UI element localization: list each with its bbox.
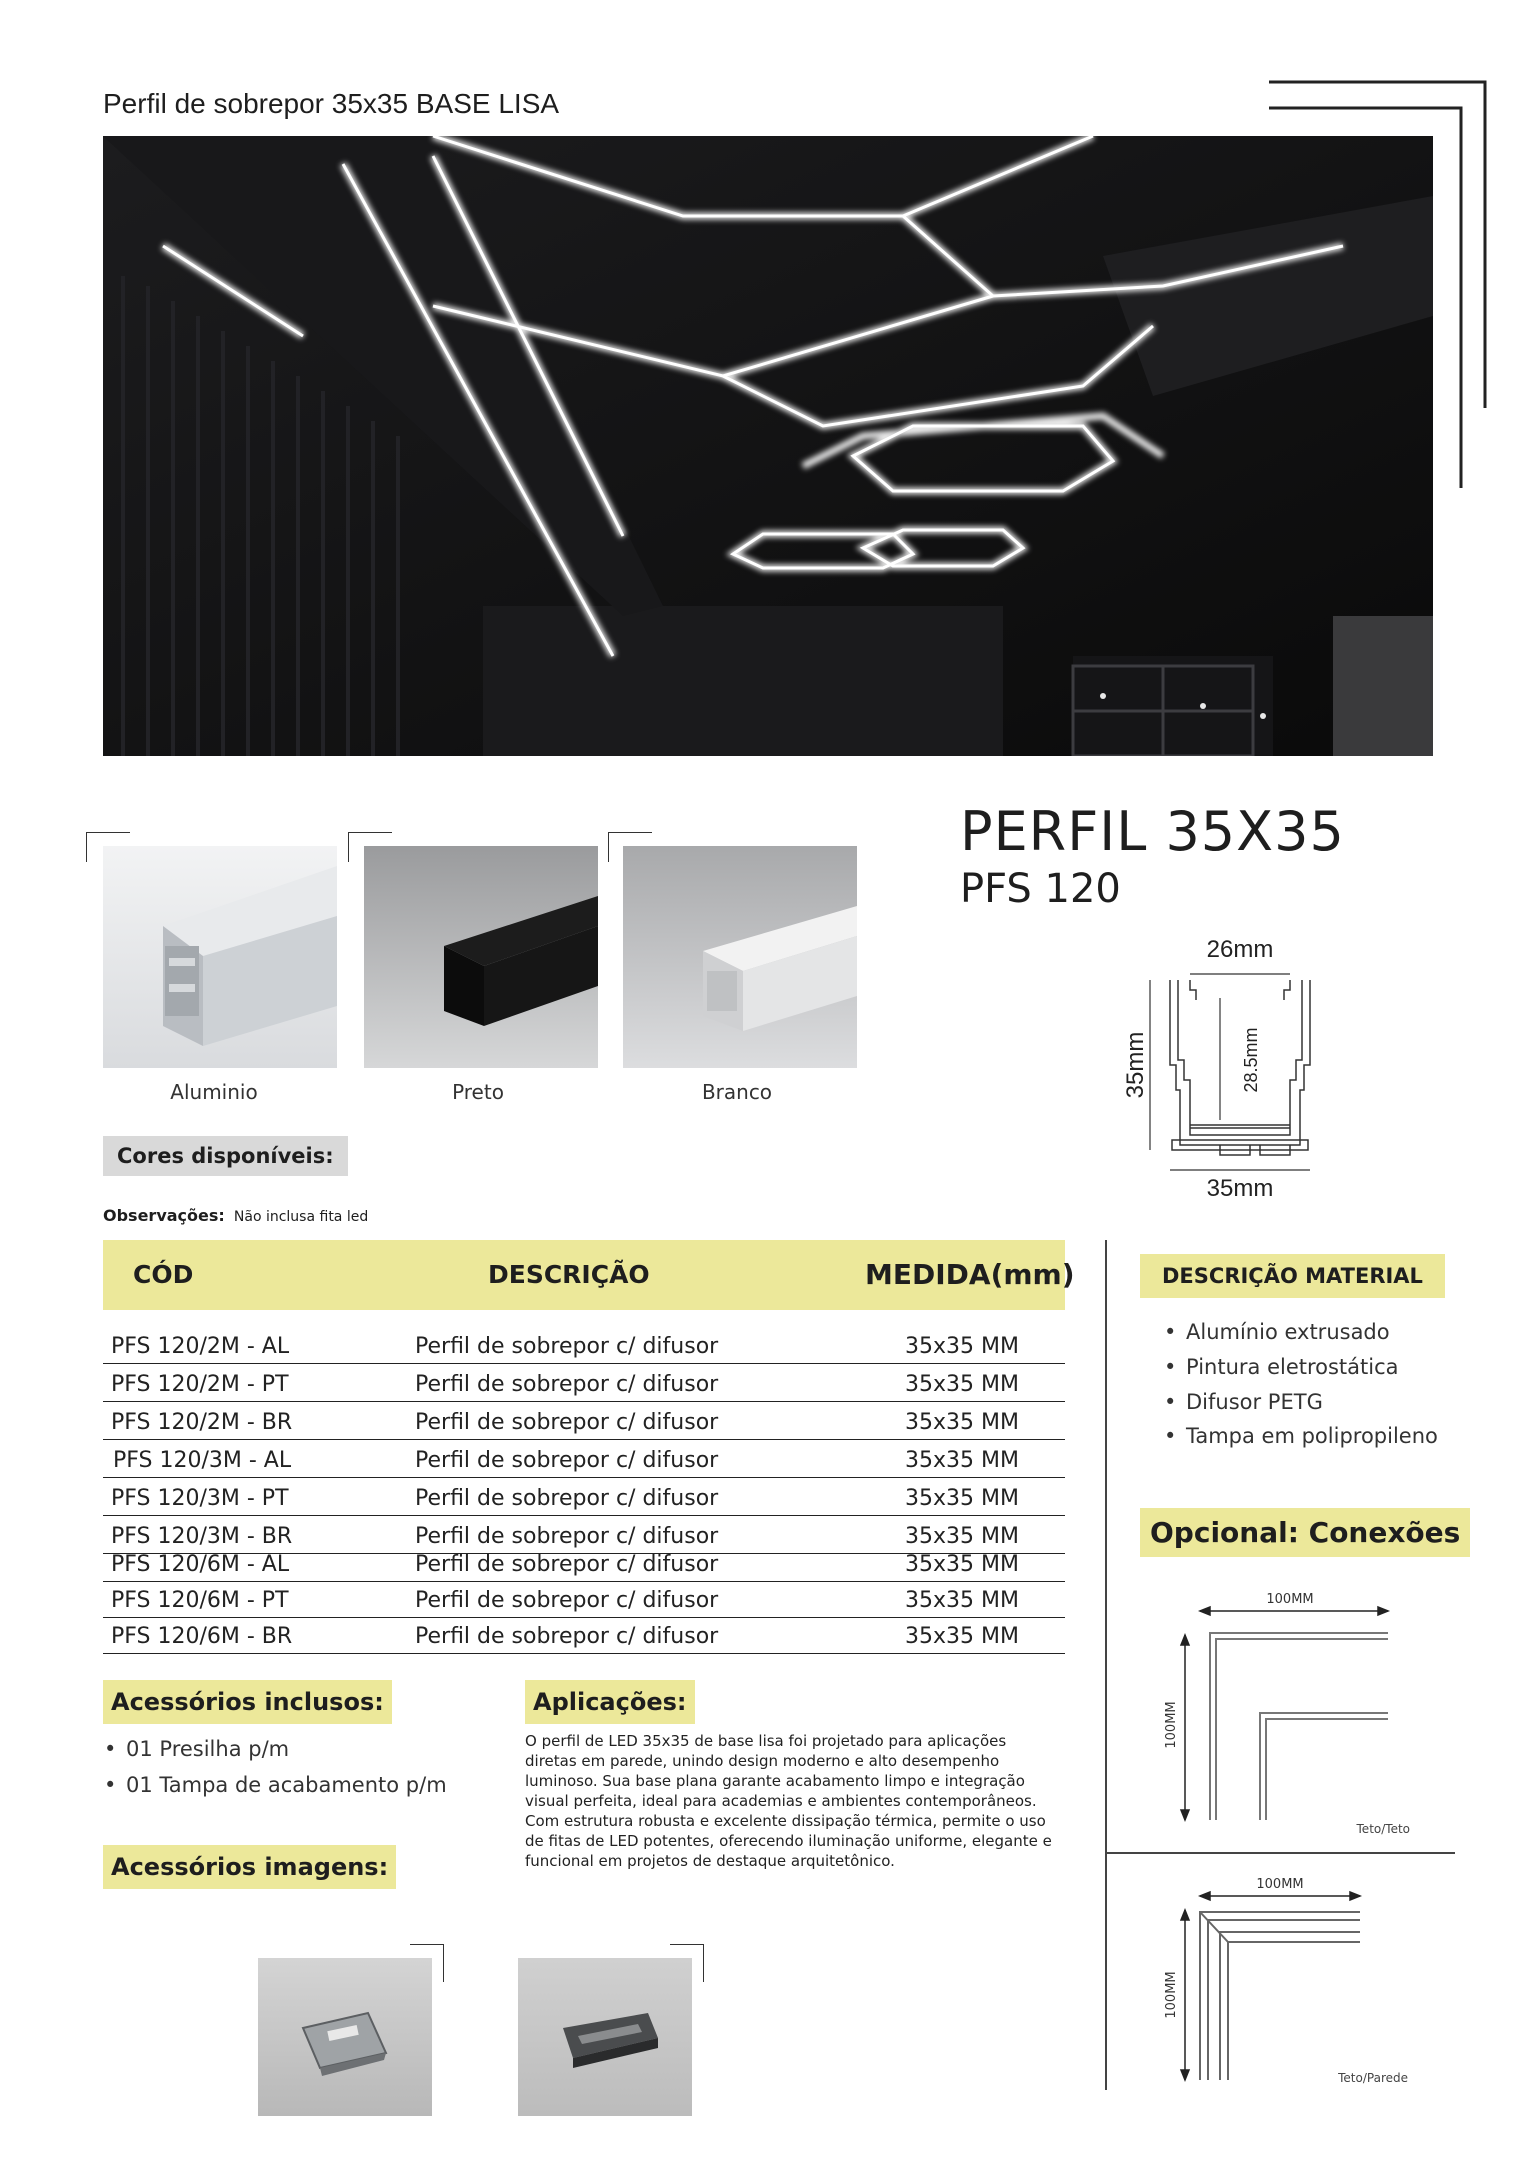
material-item: • Tampa em polipropileno [1186, 1424, 1438, 1448]
row-desc: Perfil de sobrepor c/ difusor [415, 1372, 719, 1397]
applications-line: Com estrutura robusta e excelente dissipação térmica, permite o uso [525, 1812, 1046, 1830]
table-row [103, 1620, 1065, 1654]
row-desc: Perfil de sobrepor c/ difusor [415, 1588, 719, 1613]
row-size: 35x35 MM [905, 1588, 1019, 1613]
table-header [103, 1240, 1075, 1310]
table-row [103, 1404, 1065, 1440]
row-size: 35x35 MM [905, 1372, 1019, 1397]
row-desc: Perfil de sobrepor c/ difusor [415, 1624, 719, 1649]
table-row [103, 1328, 1065, 1364]
notes-label: Observações: [103, 1206, 225, 1225]
table-row [103, 1518, 1065, 1554]
applications-line: de fitas de LED potentes, oferecendo iluminação uniforme, elegante e [525, 1832, 1052, 1850]
color-thumb-aluminio [103, 846, 337, 1068]
color-label-preto: Preto [452, 1080, 504, 1104]
dim-height-label: 100MM [1164, 1701, 1179, 1749]
accessories-heading: Acessórios inclusos: [103, 1680, 392, 1724]
material-item: • Alumínio extrusado [1186, 1320, 1390, 1344]
applications-line: funcional em projetos de destaque arquitetônico. [525, 1852, 895, 1870]
row-desc: Perfil de sobrepor c/ difusor [415, 1410, 719, 1435]
row-code: PFS 120/2M - PT [111, 1372, 289, 1397]
row-desc: Perfil de sobrepor c/ difusor [415, 1552, 719, 1577]
connection-diagram-ceiling-wall [1160, 1870, 1460, 2090]
table-row [103, 1366, 1065, 1402]
color-label-branco: Branco [701, 1080, 773, 1104]
row-code: PFS 120/2M - BR [111, 1410, 293, 1435]
color-label-aluminio: Aluminio [170, 1080, 258, 1104]
row-size: 35x35 MM [905, 1486, 1019, 1511]
col-header-description: DESCRIÇÃO [488, 1260, 650, 1289]
accessory-item: • 01 Presilha p/m [126, 1737, 289, 1761]
dim-top-width: 26mm [1206, 936, 1274, 963]
row-desc: Perfil de sobrepor c/ difusor [415, 1524, 719, 1549]
applications-heading: Aplicações: [525, 1680, 695, 1724]
row-code: PFS 120/2M - AL [111, 1334, 290, 1359]
table-row [103, 1480, 1065, 1516]
applications-line: visual perfeita, ideal para academias e ambientes contemporâneos. [525, 1792, 1037, 1810]
row-code: PFS 120/6M - AL [111, 1552, 290, 1577]
row-size: 35x35 MM [905, 1524, 1019, 1549]
applications-line: luminoso. Sua base plana garante acabamento limpo e integração [525, 1772, 1025, 1790]
row-code: PFS 120/3M - BR [111, 1524, 293, 1549]
dim-height: 35mm [1122, 1031, 1149, 1099]
column-divider [1105, 1240, 1107, 2090]
dim-inner-height: 28.5mm [1241, 1027, 1261, 1093]
material-item: • Pintura eletrostática [1186, 1355, 1399, 1379]
color-thumb-branco [623, 846, 857, 1068]
dim-width: 35mm [1206, 1175, 1274, 1200]
row-code: PFS 120/3M - PT [111, 1486, 289, 1511]
col-header-size: MEDIDA(mm) [865, 1258, 1075, 1291]
product-name: PERFIL 35X35 [960, 800, 1345, 863]
dim-height-label: 100MM [1164, 1971, 1179, 2019]
notes [103, 1206, 368, 1225]
material-heading: DESCRIÇÃO MATERIAL [1140, 1254, 1445, 1298]
table-row [103, 1584, 1065, 1618]
row-desc: Perfil de sobrepor c/ difusor [415, 1334, 719, 1359]
connection-diagram-ceiling-ceiling [1160, 1585, 1460, 1845]
optional-heading: Opcional: Conexões [1140, 1508, 1470, 1557]
applications-line: diretas em parede, unindo design moderno e alto desempenho [525, 1752, 1000, 1770]
notes-text: Não inclusa fita led [233, 1209, 369, 1225]
accessory-image-clip [258, 1958, 432, 2116]
col-header-code: CÓD [133, 1260, 194, 1289]
table-row [103, 1552, 1065, 1582]
diagram-caption: Teto/Parede [1338, 2071, 1408, 2085]
row-size: 35x35 MM [905, 1334, 1019, 1359]
material-item: • Difusor PETG [1186, 1390, 1323, 1414]
row-desc: Perfil de sobrepor c/ difusor [415, 1486, 719, 1511]
color-thumb-preto [364, 846, 598, 1068]
row-size: 35x35 MM [905, 1624, 1019, 1649]
profile-section-drawing [1120, 930, 1380, 1200]
hero-image [103, 136, 1433, 756]
applications-line: O perfil de LED 35x35 de base lisa foi projetado para aplicações [525, 1732, 1007, 1750]
row-size: 35x35 MM [905, 1448, 1019, 1473]
divider [1105, 1852, 1455, 1854]
accessories-images-heading: Acessórios imagens: [103, 1845, 396, 1889]
row-code: PFS 120/6M - PT [111, 1588, 289, 1613]
applications-text [525, 1731, 1085, 1871]
row-code: PFS 120/3M - AL [113, 1448, 292, 1473]
colors-heading: Cores disponíveis: [103, 1136, 348, 1176]
dim-width-label: 100MM [1266, 1592, 1314, 1607]
dim-width-label: 100MM [1256, 1877, 1304, 1892]
row-size: 35x35 MM [905, 1410, 1019, 1435]
diagram-caption: Teto/Teto [1356, 1822, 1410, 1836]
accessory-image-end-cap [518, 1958, 692, 2116]
page-title: Perfil de sobrepor 35x35 BASE LISA [103, 88, 560, 119]
table-row [103, 1442, 1065, 1478]
row-code: PFS 120/6M - BR [111, 1624, 293, 1649]
product-code: PFS 120 [960, 866, 1121, 912]
row-size: 35x35 MM [905, 1552, 1019, 1577]
row-desc: Perfil de sobrepor c/ difusor [415, 1448, 719, 1473]
accessory-item: • 01 Tampa de acabamento p/m [126, 1773, 447, 1797]
